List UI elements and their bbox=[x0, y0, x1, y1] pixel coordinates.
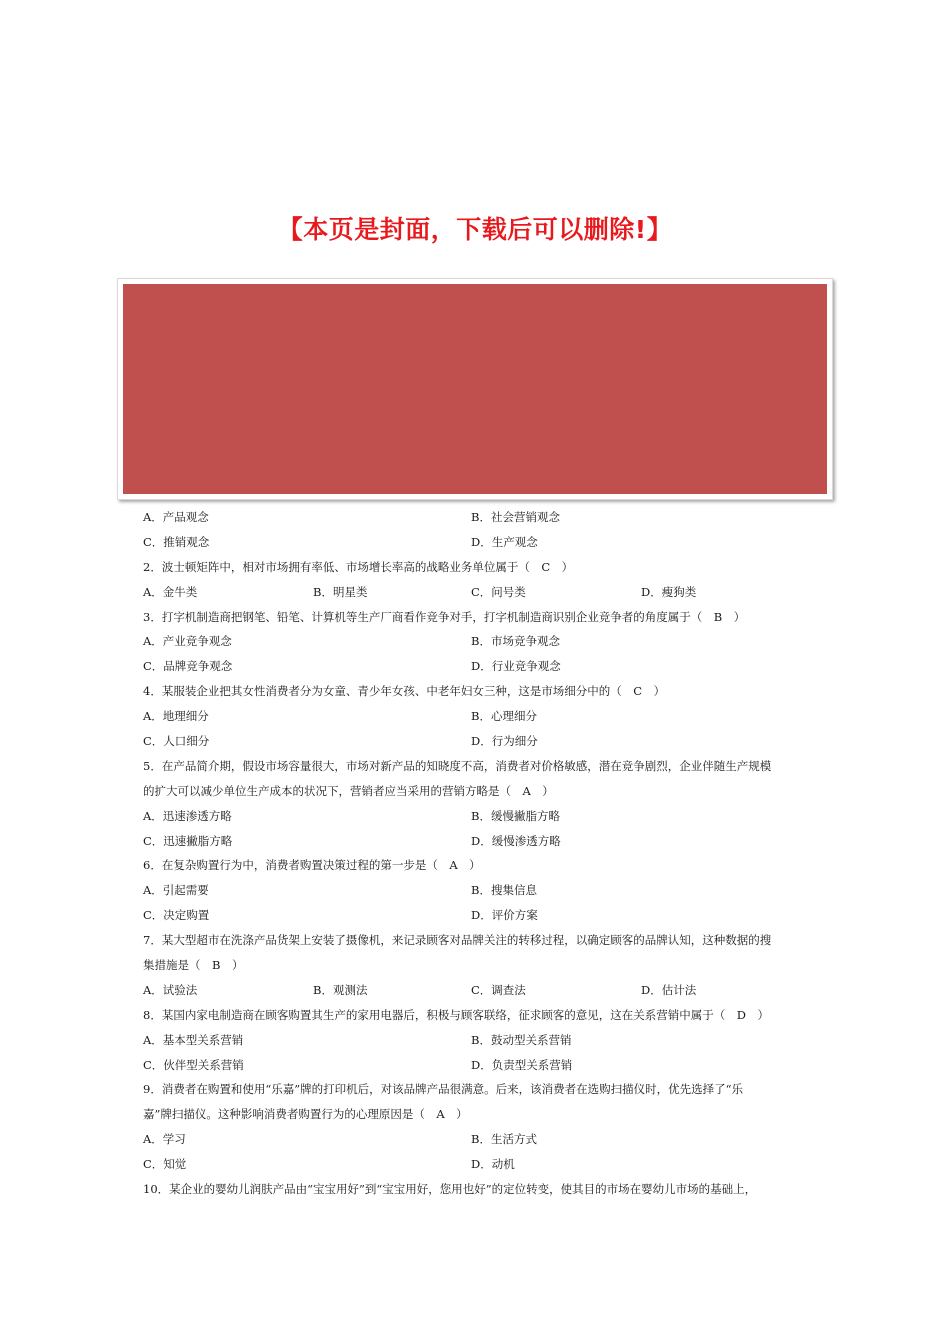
option-item: D．生产观念 bbox=[471, 534, 538, 549]
option-row bbox=[143, 729, 813, 754]
option-item: B．心理细分 bbox=[471, 709, 537, 724]
option-row bbox=[143, 530, 813, 555]
option-row bbox=[143, 903, 813, 928]
option-item: A．产业竞争观念 bbox=[143, 634, 232, 649]
option-item: C．品牌竞争观念 bbox=[143, 659, 233, 674]
question-text: 7．某大型超市在洗涤产品货架上安装了摄像机，来记录顾客对品牌关注的转移过程，以确定顾客的品牌认知，这种数据的搜 bbox=[143, 933, 772, 948]
option-row bbox=[143, 629, 813, 654]
question-text: 2．波士顿矩阵中，相对市场拥有率低、市场增长率高的战略业务单位属于（ C ） bbox=[143, 559, 574, 574]
question-text: 6．在复杂购置行为中，消费者购置决策过程的第一步是（ A ） bbox=[143, 858, 481, 873]
question-text: 嘉”牌扫描仪。这种影响消费者购置行为的心理原因是（ A ） bbox=[143, 1107, 468, 1122]
option-item: D．估计法 bbox=[641, 982, 697, 997]
option-row bbox=[143, 878, 813, 903]
option-row bbox=[143, 829, 813, 854]
cover-banner-fill bbox=[123, 284, 827, 494]
option-item: D．动机 bbox=[471, 1157, 515, 1172]
option-item: D．行为细分 bbox=[471, 734, 538, 749]
option-item: B．缓慢撇脂方略 bbox=[471, 808, 560, 823]
question-text: 4．某服装企业把其女性消费者分为女童、青少年女孩、中老年妇女三种，这是市场细分中的（ C ） bbox=[143, 684, 666, 699]
option-row bbox=[143, 654, 813, 679]
option-item: C．调查法 bbox=[471, 982, 526, 997]
question-text: 10．某企业的婴幼儿润肤产品由“宝宝用好”到“宝宝用好，您用也好”的定位转变，使其目的市场在婴幼儿市场的基础上， bbox=[143, 1182, 757, 1197]
option-item: D．评价方案 bbox=[471, 908, 538, 923]
option-item: C．伙伴型关系营销 bbox=[143, 1057, 244, 1072]
question-text: 3．打字机制造商把钢笔、铅笔、计算机等生产厂商看作竞争对手，打字机制造商识别企业竞争者的角度属于（ B ） bbox=[143, 609, 746, 624]
option-item: A．迅速渗透方略 bbox=[143, 808, 232, 823]
option-row bbox=[143, 804, 813, 829]
option-row bbox=[143, 580, 813, 605]
option-item: B．生活方式 bbox=[471, 1132, 537, 1147]
option-item: B．市场竞争观念 bbox=[471, 634, 560, 649]
option-item: A．基本型关系营销 bbox=[143, 1032, 244, 1047]
question-text: 集措施是（ B ） bbox=[143, 958, 244, 973]
option-item: C．推销观念 bbox=[143, 534, 210, 549]
option-row bbox=[143, 704, 813, 729]
option-row bbox=[143, 1152, 813, 1177]
option-item: B．搜集信息 bbox=[471, 883, 537, 898]
question-text: 8．某国内家电制造商在顾客购置其生产的家用电器后，积极与顾客联络，征求顾客的意见，这在关系营销中属于（ D ） bbox=[143, 1007, 770, 1022]
option-item: A．试验法 bbox=[143, 982, 198, 997]
option-item: C．知觉 bbox=[143, 1157, 187, 1172]
option-item: B．鼓动型关系营销 bbox=[471, 1032, 572, 1047]
option-item: A．产品观念 bbox=[143, 510, 209, 524]
option-item: A．地理细分 bbox=[143, 709, 209, 724]
option-item: C．决定购置 bbox=[143, 908, 210, 923]
option-item: C．迅速撇脂方略 bbox=[143, 833, 233, 848]
option-row bbox=[143, 505, 813, 530]
option-item: B．明星类 bbox=[313, 584, 368, 599]
option-item: D．缓慢渗透方略 bbox=[471, 833, 561, 848]
option-item: D．负责型关系营销 bbox=[471, 1057, 573, 1072]
option-item: C．人口细分 bbox=[143, 734, 210, 749]
cover-title: 【本页是封面，下载后可以删除!】 bbox=[277, 215, 673, 244]
question-text: 9．消费者在购置和使用“乐嘉”牌的打印机后，对该品牌产品很满意。后来，该消费者在选购扫描仪时，优先选择了“乐 bbox=[143, 1082, 743, 1097]
option-item: C．问号类 bbox=[471, 584, 526, 599]
option-item: A．学习 bbox=[143, 1132, 186, 1147]
option-item: D．瘦狗类 bbox=[641, 584, 697, 599]
question-text: 的扩大可以减少单位生产成本的状况下，营销者应当采用的营销方略是（ A ） bbox=[143, 783, 554, 798]
option-item: A．引起需要 bbox=[143, 883, 209, 898]
option-row bbox=[143, 1053, 813, 1078]
option-row bbox=[143, 978, 813, 1003]
option-item: B．社会营销观念 bbox=[471, 510, 560, 524]
option-row bbox=[143, 1028, 813, 1053]
question-list bbox=[143, 505, 813, 1202]
option-item: D．行业竞争观念 bbox=[471, 659, 561, 674]
option-row bbox=[143, 1127, 813, 1152]
cover-banner bbox=[117, 278, 833, 500]
question-text: 5．在产品简介期，假设市场容量很大，市场对新产品的知晓度不高，消费者对价格敏感，潜在竞争剧烈，企业伴随生产规模 bbox=[143, 758, 772, 773]
option-item: A．金牛类 bbox=[143, 584, 198, 599]
option-item: B．观测法 bbox=[313, 982, 368, 997]
